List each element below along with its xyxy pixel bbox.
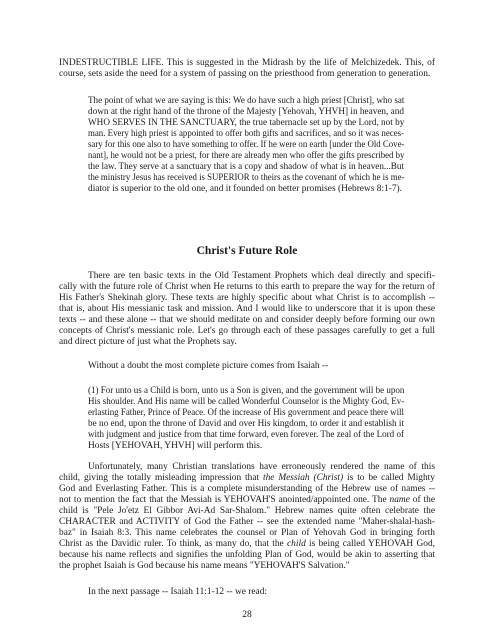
section-heading: Christ's Future Role bbox=[196, 245, 298, 257]
text-line: nant], he would not be a priest, for there are already men who offer the gifts prescribed by bbox=[88, 151, 405, 161]
text-line: and direct picture of just what the Prophets say. bbox=[59, 337, 237, 347]
next-passage-line bbox=[88, 587, 404, 598]
text-line: WHO SERVES IN THE SANCTUARY, the true tabernacle set up by the Lord, not by bbox=[88, 118, 405, 128]
text-line: the prophet Isaiah is God because his name means "YEHOVAH'S Salvation." bbox=[59, 561, 350, 571]
text-run: is being called YEHOVAH God, bbox=[305, 539, 435, 549]
text-line: His Father's Shekinah glory. These texts are highly specific about what Christ is to accomplish -- bbox=[59, 293, 435, 303]
text-line: texts -- and these alone -- that we should meditate on and consider deeply before forming our own bbox=[59, 315, 435, 325]
text-line: man. Every high priest is appointed to offer both gifts and sacrifices, and so it was neces- bbox=[88, 129, 405, 139]
text-line: diator is superior to the old one, and it founded on better promises (Hebrews 8:1-7). bbox=[88, 184, 402, 194]
text-line: The point of what we are saying is this: We do have such a high priest [Christ], who sat bbox=[88, 96, 405, 106]
text-line: sary for this one also to have something to offer. If he were on earth [under the Old Cove- bbox=[88, 140, 405, 150]
text-run: Christ as the Davidic ruler. To think, as many do, that the bbox=[59, 539, 288, 549]
text-line bbox=[59, 473, 435, 484]
text-line: baz" in Isaiah 8:3. This name celebrates the counsel or Plan of Yehovah God in bringing forth bbox=[59, 528, 435, 538]
text-run: child, giving the totally misleading impression that bbox=[59, 473, 263, 483]
text-line: the ministry Jesus has received is SUPERIOR to theirs as the covenant of which he is me- bbox=[88, 173, 405, 183]
text-run: not to mention the fact that the Messiah is YEHOVAH'S anointed/appointed one. The bbox=[59, 495, 390, 505]
unfortunately-paragraph bbox=[59, 462, 435, 572]
emphasis-text: child bbox=[287, 539, 306, 549]
page-number: 28 bbox=[242, 609, 252, 620]
isaiah-9-quote-paragraph bbox=[88, 386, 404, 452]
text-line: child is "Pele Jo'etz El Gibbor Avi-Ad Sar-Shalom." Hebrew names quite often celebrate the bbox=[59, 506, 435, 516]
text-line: the law. They serve at a sanctuary that is a copy and shadow of what is in heaven...But bbox=[88, 162, 404, 172]
hebrews-quote-paragraph bbox=[88, 96, 404, 195]
text-line bbox=[59, 539, 435, 550]
text-line: There are ten basic texts in the Old Testament Prophets which deal directly and specifi- bbox=[88, 271, 435, 281]
text-run: of the bbox=[409, 495, 435, 505]
text-line: cally with the future role of Christ when He returns to this earth to prepare the way for the return of bbox=[59, 282, 435, 292]
isaiah-intro-line bbox=[88, 361, 404, 372]
text-line: CHARACTER and ACTIVITY of God the Father -- see the extended name "Maher-shalal-hash- bbox=[59, 517, 435, 527]
text-run: is to be called Mighty bbox=[343, 473, 435, 483]
emphasis-text: the Messiah (Christ) bbox=[263, 473, 344, 483]
intro-paragraph bbox=[59, 58, 435, 80]
text-line bbox=[59, 495, 435, 506]
text-line: INDESTRUCTIBLE LIFE. This is suggested in the Midrash by the life of Melchizedek. This, of bbox=[59, 58, 435, 68]
text-line: Hosts [YEHOVAH, YHVH] will perform this. bbox=[88, 441, 263, 451]
text-line: His shoulder. And His name will be called Wonderful Counselor is the Mighty God, Ev- bbox=[88, 397, 405, 407]
text-line: be no end, upon the throne of David and over His kingdom, to order it and establish it bbox=[88, 419, 405, 429]
ten-texts-paragraph bbox=[59, 271, 435, 348]
text-line: course, sets aside the need for a system of passing on the priesthood from generation to generation. bbox=[59, 69, 431, 79]
text-line: down at the right hand of the throne of the Majesty [Yehovah, YHVH] in heaven, and bbox=[88, 107, 404, 117]
text-line: with judgment and justice from that time forward, even forever. The zeal of the Lord of bbox=[88, 430, 404, 440]
text-line: erlasting Father, Prince of Peace. Of the increase of His government and peace there will bbox=[88, 408, 404, 418]
text-line: Without a doubt the most complete picture comes from Isaiah -- bbox=[88, 361, 329, 371]
emphasis-text: name bbox=[389, 495, 410, 505]
text-line: In the next passage -- Isaiah 11:1-12 -- we read: bbox=[88, 587, 268, 597]
text-line: that is, about His messianic task and mission. And I would like to underscore that it is upon these bbox=[59, 304, 435, 314]
text-line: because his name reflects and signifies the unfolding Plan of God, would be akin to asserting that bbox=[59, 550, 435, 560]
text-line: concepts of Christ's messianic role. Let's go through each of these passages carefully to get a full bbox=[59, 326, 435, 336]
text-line: God and Everlasting Father. This is a complete misunderstanding of the Hebrew use of names -- bbox=[59, 484, 435, 494]
text-line: Unfortunately, many Christian translations have erroneously rendered the name of this bbox=[88, 462, 435, 472]
text-line: (1) For unto us a Child is born, unto us a Son is given, and the government will be upon bbox=[88, 386, 405, 396]
